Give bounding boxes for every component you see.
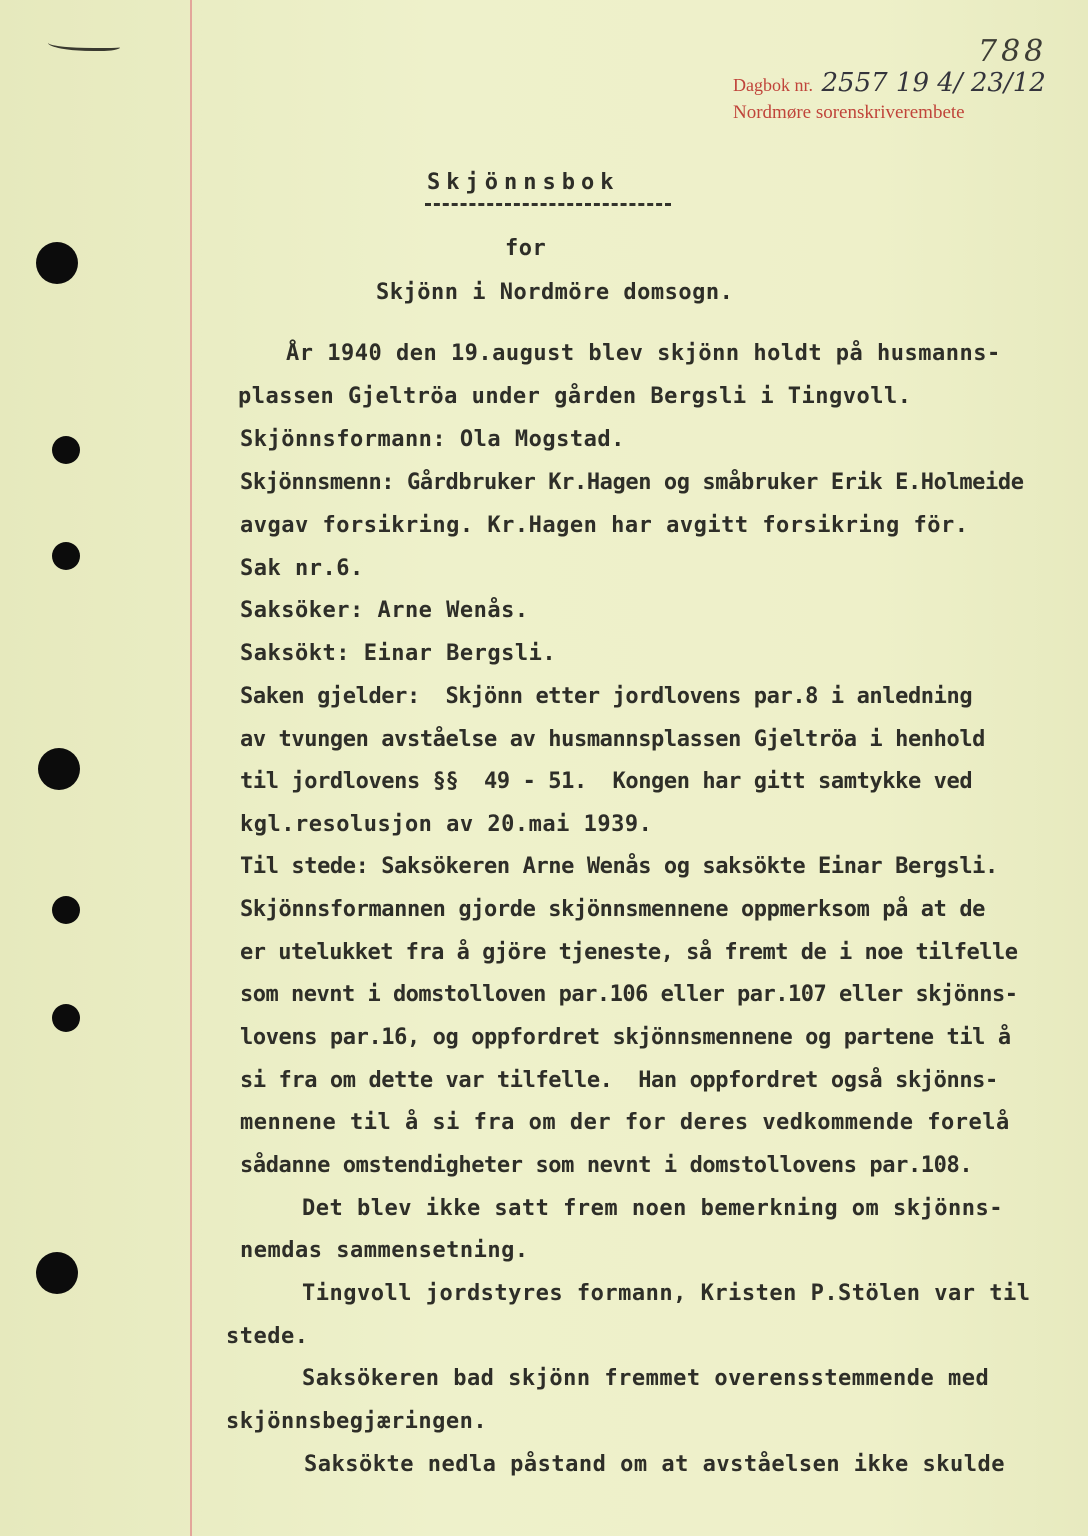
dagbok-stamp	[733, 68, 1046, 98]
text-line: plassen Gjeltröa under gården Bergsli i Tingvoll.	[238, 384, 912, 409]
text-line: Tingvoll jordstyres formann, Kristen P.Stölen var til	[302, 1281, 1031, 1306]
text-line: Til stede: Saksökeren Arne Wenås og saksökte Einar Bergsli.	[240, 854, 998, 879]
text-line: til jordlovens §§ 49 - 51. Kongen har gitt samtykke ved	[240, 769, 973, 794]
punch-hole	[52, 896, 80, 924]
text-line: Skjönnsmenn: Gårdbruker Kr.Hagen og småbruker Erik E.Holmeide	[240, 470, 1024, 495]
margin-rule	[190, 0, 192, 1536]
text-line: er utelukket fra å gjöre tjeneste, så fremt de i noe tilfelle	[240, 940, 1018, 965]
text-line: avgav forsikring. Kr.Hagen har avgitt forsikring för.	[240, 513, 969, 538]
text-line: Det blev ikke satt frem noen bemerkning om skjönns-	[302, 1196, 1004, 1221]
punch-hole	[36, 1252, 78, 1294]
document-title: Skjönnsbok	[427, 170, 620, 195]
dagbok-label: Dagbok nr.	[733, 75, 813, 95]
text-line: Saksökt: Einar Bergsli.	[240, 641, 557, 666]
text-line: lovens par.16, og oppfordret skjönnsmennene og partene til å	[240, 1025, 1011, 1050]
text-line: Saksöker: Arne Wenås.	[240, 598, 529, 623]
punch-hole	[52, 542, 80, 570]
punch-hole	[38, 748, 80, 790]
text-line: Skjönn i Nordmöre domsogn.	[376, 280, 734, 305]
text-line: Saken gjelder: Skjönn etter jordlovens par.8 i anledning	[240, 684, 973, 709]
text-line: Saksökte nedla påstand om at avståelsen ikke skulde	[304, 1452, 1006, 1477]
title-underline	[425, 203, 671, 206]
punch-hole	[52, 1004, 80, 1032]
text-line: for	[505, 236, 547, 261]
text-line: År 1940 den 19.august blev skjönn holdt på husmanns-	[286, 341, 1001, 366]
page-number: 788	[978, 34, 1048, 69]
text-line: nemdas sammensetning.	[240, 1238, 529, 1263]
dagbok-number: 2557 19 4/ 23/12	[821, 68, 1046, 98]
text-line: som nevnt i domstolloven par.106 eller par.107 eller skjönns-	[240, 982, 1018, 1007]
text-line: si fra om dette var tilfelle. Han oppfordret også skjönns-	[240, 1068, 998, 1093]
text-line: Sak nr.6.	[240, 556, 364, 581]
pen-mark	[48, 38, 120, 51]
text-line: skjönnsbegjæringen.	[226, 1409, 488, 1434]
text-line: sådanne omstendigheter som nevnt i domstollovens par.108.	[240, 1153, 973, 1178]
punch-hole	[36, 242, 78, 284]
text-line: mennene til å si fra om der for deres vedkommende forelå	[240, 1110, 1010, 1135]
text-line: stede.	[226, 1324, 309, 1349]
office-stamp: Nordmøre sorenskriverembete	[733, 102, 965, 123]
punch-hole	[52, 436, 80, 464]
text-line: kgl.resolusjon av 20.mai 1939.	[240, 812, 653, 837]
text-line: av tvungen avståelse av husmannsplassen Gjeltröa i henhold	[240, 727, 986, 752]
text-line: Skjönnsformannen gjorde skjönnsmennene oppmerksom på at de	[240, 897, 986, 922]
text-line: Skjönnsformann: Ola Mogstad.	[240, 427, 625, 452]
text-line: Saksökeren bad skjönn fremmet overensstemmende med	[302, 1366, 990, 1391]
